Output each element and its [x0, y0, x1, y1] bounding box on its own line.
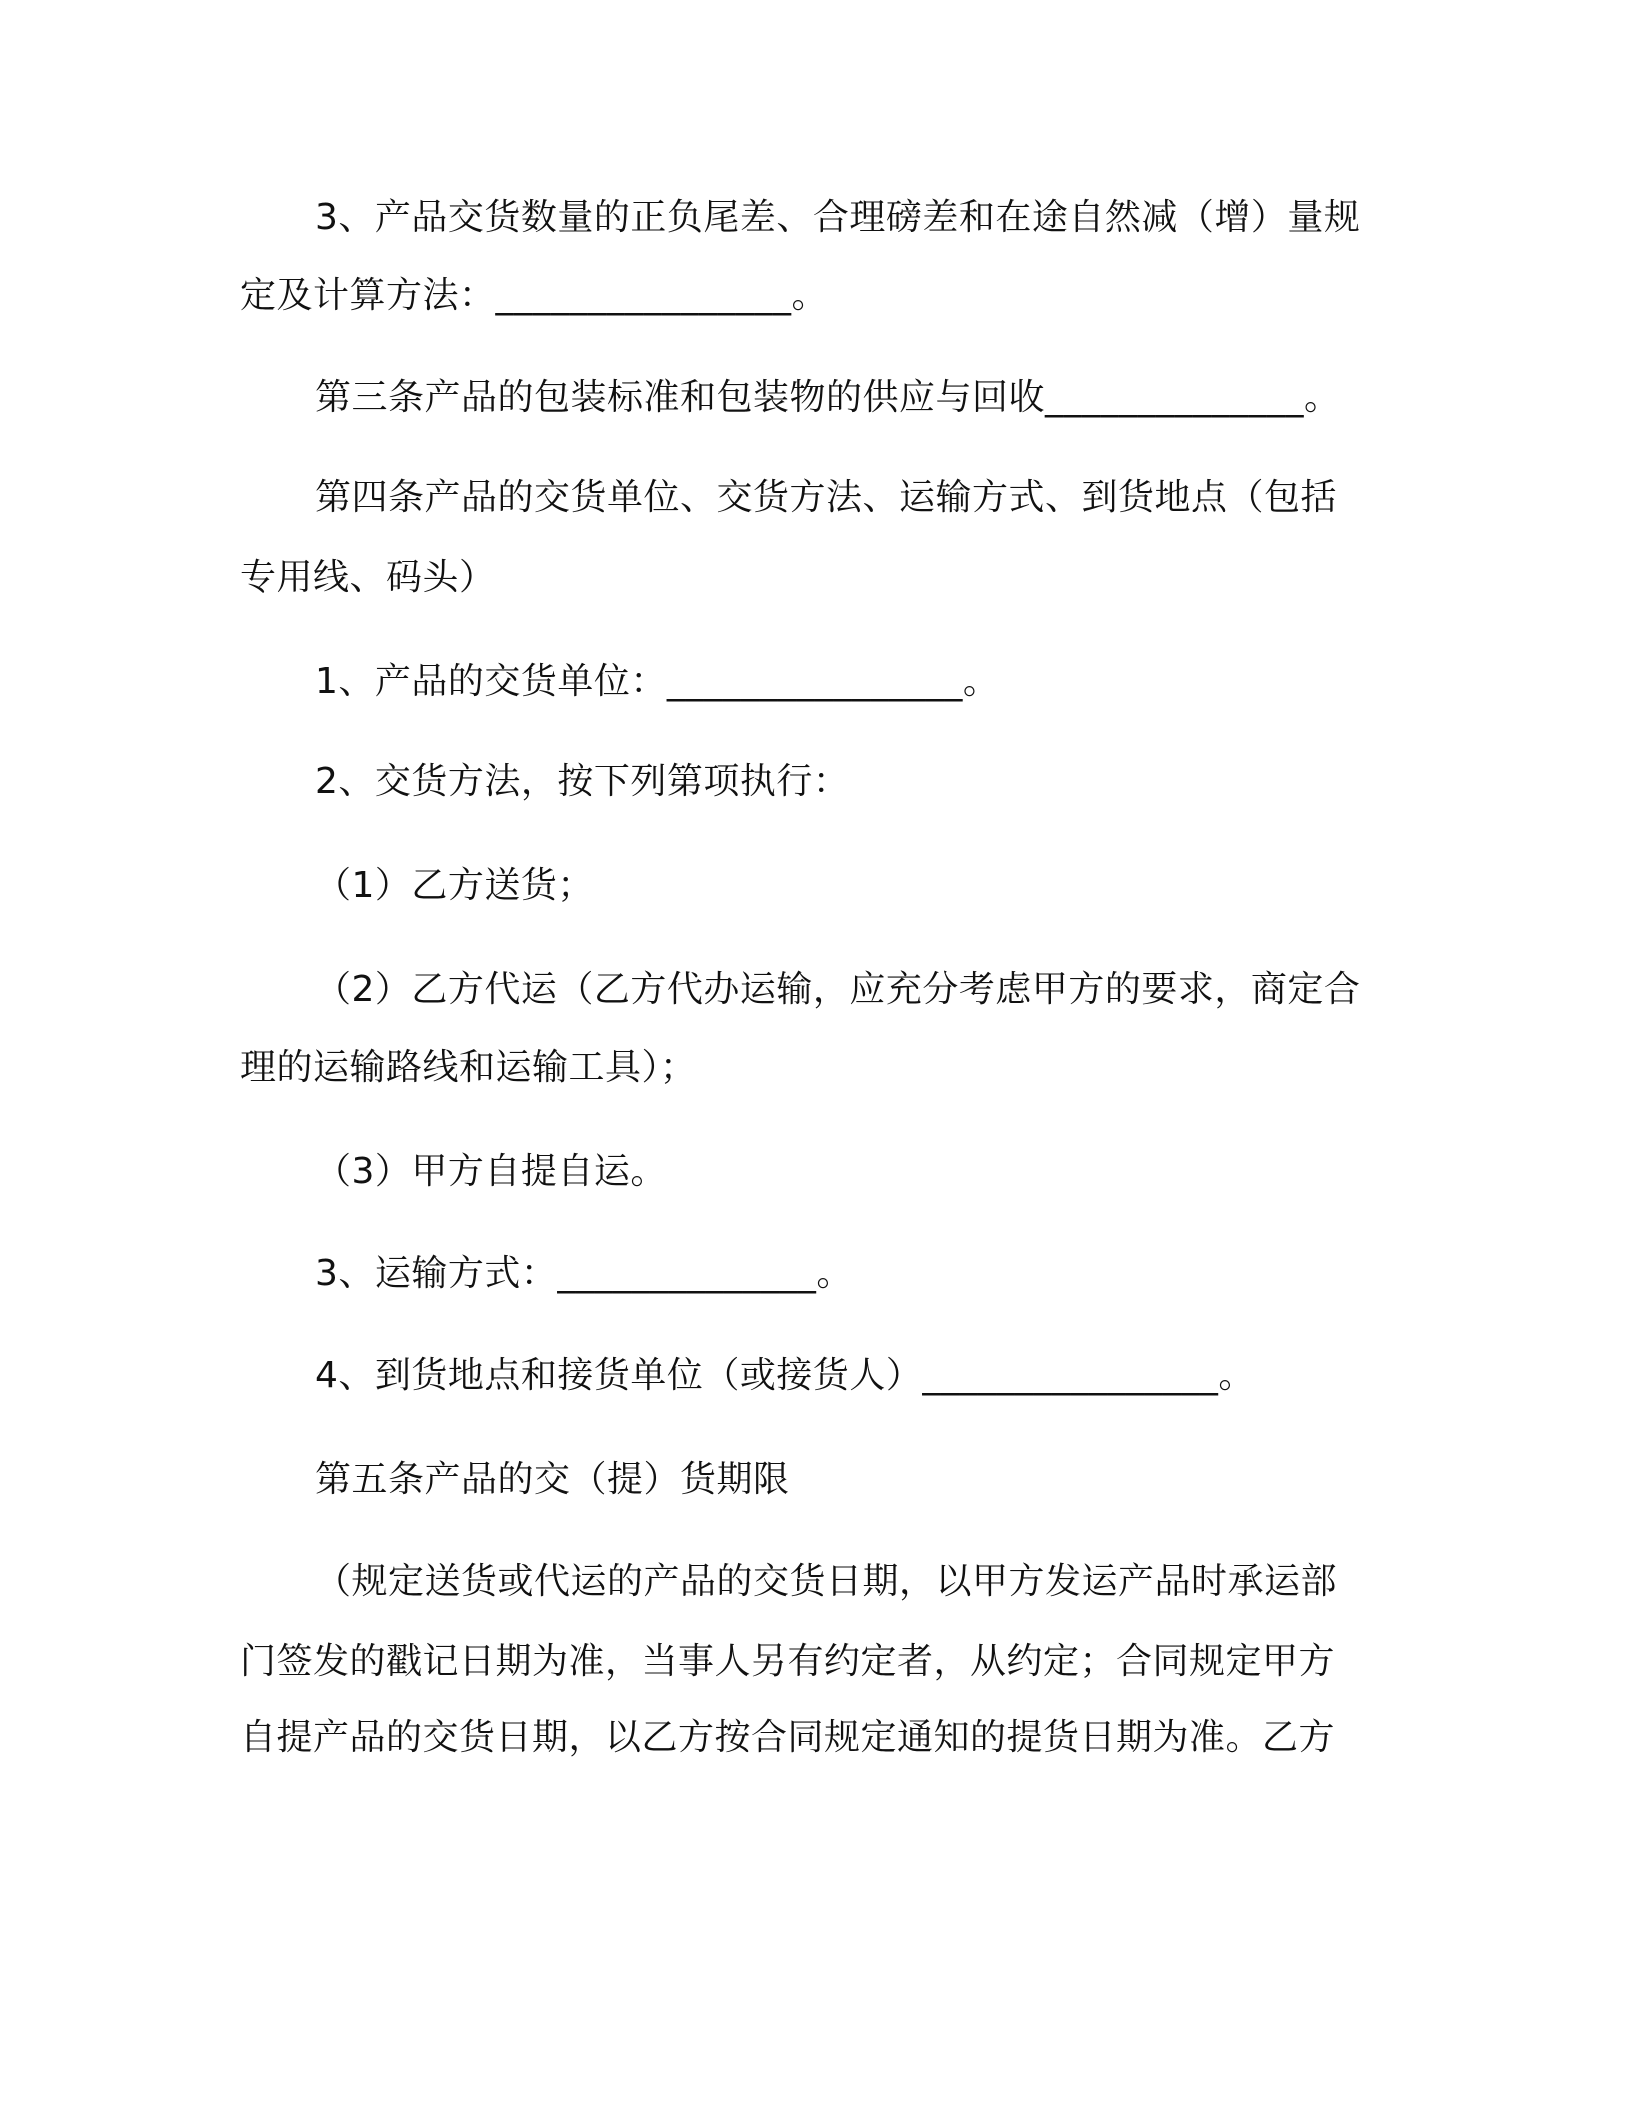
text-line: 3、产品交货数量的正负尾差、合理磅差和在途自然减（增）量规 — [315, 197, 1361, 238]
text-line: 门签发的戳记日期为准，当事人另有约定者，从约定；合同规定甲方 — [240, 1641, 1336, 1682]
text-line: 3、运输方式：______________。 — [315, 1253, 853, 1294]
text-line: （规定送货或代运的产品的交货日期，以甲方发运产品时承运部 — [315, 1561, 1338, 1602]
text-line: 4、到货地点和接货单位（或接货人）________________。 — [315, 1355, 1255, 1396]
text-line: 第四条产品的交货单位、交货方法、运输方式、到货地点（包括 — [315, 477, 1338, 518]
text-line: 理的运输路线和运输工具）； — [240, 1047, 697, 1088]
text-line: 第三条产品的包装标准和包装物的供应与回收______________。 — [315, 377, 1341, 418]
text-line: （1）乙方送货； — [315, 865, 594, 906]
text-line: 2、交货方法，按下列第项执行： — [315, 761, 850, 802]
text-line: 第五条产品的交（提）货期限 — [315, 1459, 790, 1500]
text-line: 专用线、码头） — [240, 557, 496, 598]
text-line: 1、产品的交货单位：________________。 — [315, 661, 1000, 702]
text-line: 定及计算方法：________________。 — [240, 275, 829, 316]
text-line: 自提产品的交货日期，以乙方按合同规定通知的提货日期为准。乙方 — [240, 1717, 1336, 1758]
text-line: （2）乙方代运（乙方代办运输，应充分考虑甲方的要求，商定合 — [315, 969, 1361, 1010]
text-line: （3）甲方自提自运。 — [315, 1151, 667, 1192]
